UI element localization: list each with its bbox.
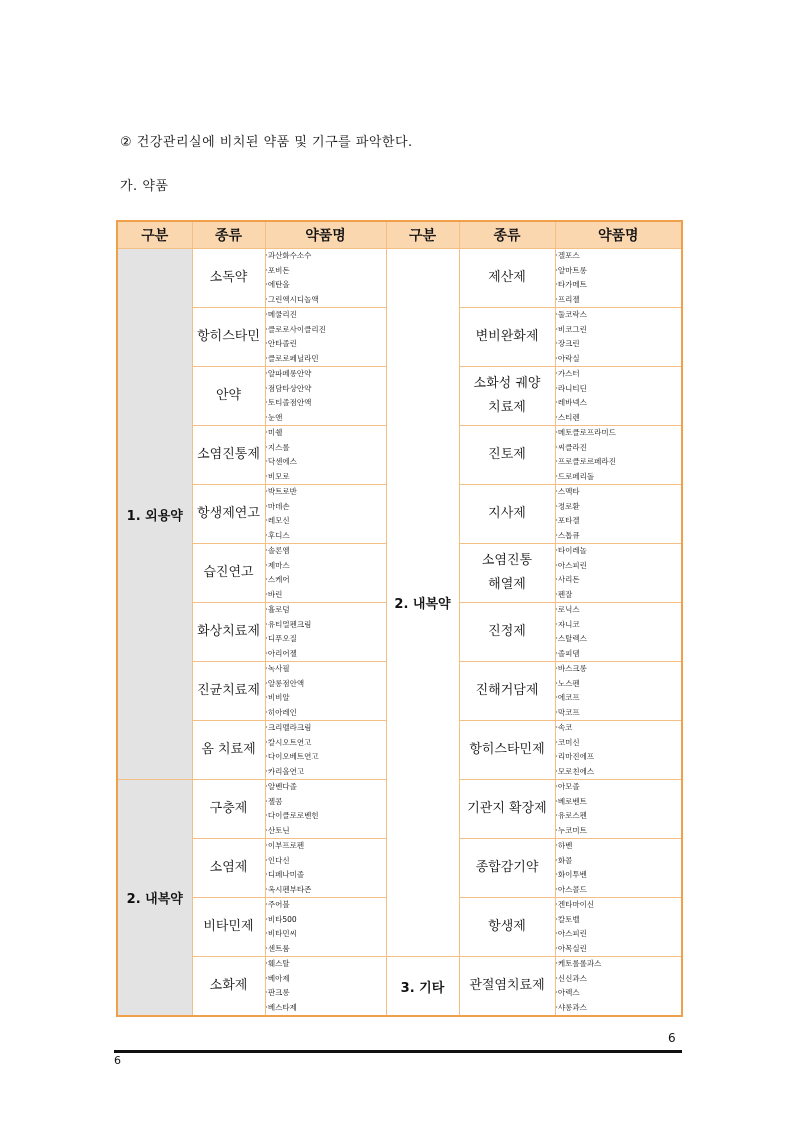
drug-name: ·베스타제 <box>265 1002 297 1012</box>
right-drug-type <box>459 426 555 485</box>
right-drug-type <box>459 308 555 367</box>
drug-name: ·코미신 <box>555 737 580 747</box>
right-drug-type <box>459 898 555 957</box>
drug-name: ·모로친에스 <box>555 766 595 776</box>
drug-name: ·카리올연고 <box>265 766 305 776</box>
drug-name: ·씨클라진 <box>555 442 587 452</box>
header-category: 구분 <box>117 221 192 249</box>
left-drug-names <box>265 367 386 426</box>
right-drug-type <box>459 603 555 662</box>
drug-type-label: 화상치료제 <box>197 624 260 639</box>
drug-name: ·마데손 <box>265 501 290 511</box>
drug-name: ·주어블 <box>265 900 290 909</box>
table-header-row <box>117 221 682 249</box>
drug-name: ·알벤다졸 <box>265 782 297 791</box>
drug-name: ·후디스 <box>265 530 290 540</box>
drug-name: ·스케어 <box>265 575 290 584</box>
left-drug-type <box>192 898 265 957</box>
sub-heading: 가. 약품 <box>120 179 169 194</box>
drug-name: ·샤롱과스 <box>555 1002 587 1012</box>
right-drug-type <box>459 721 555 780</box>
drug-name: ·아스피린 <box>555 560 587 570</box>
footer-divider <box>114 1050 682 1053</box>
drug-name: ·제마스 <box>265 560 290 570</box>
drug-name: ·산토닌 <box>265 825 290 835</box>
right-drug-type <box>459 839 555 898</box>
drug-type-label: 치료제 <box>488 400 526 415</box>
left-drug-names <box>265 721 386 780</box>
left-drug-names <box>265 662 386 721</box>
drug-name: ·바스크롱 <box>555 664 587 673</box>
drug-name: ·녹사필 <box>265 664 290 673</box>
drug-type-label: 제산제 <box>488 270 526 285</box>
drug-type-label: 소염진통제 <box>197 447 260 462</box>
drug-name: ·옥시펜부타존 <box>265 884 312 894</box>
drug-name: ·박트로반 <box>265 487 297 496</box>
drug-type-label: 진정제 <box>488 624 526 639</box>
right-drug-names <box>555 603 682 662</box>
drug-name: ·아리어젤 <box>265 648 297 658</box>
drug-name: ·노스펜 <box>555 678 580 688</box>
drug-name: ·스탈렉스 <box>555 634 587 643</box>
right-drug-names <box>555 957 682 1017</box>
drug-name: ·크리멜라크림 <box>265 723 312 732</box>
drug-name: ·점담타상안약 <box>265 383 312 393</box>
drug-name: ·과산화수소수 <box>265 251 312 260</box>
drug-name: ·디푸오질 <box>265 634 297 643</box>
left-drug-names <box>265 249 386 308</box>
left-drug-type <box>192 367 265 426</box>
header-category: 구분 <box>386 221 459 249</box>
drug-type-label: 기관지 확장제 <box>467 801 547 816</box>
drug-type-label: 항히스타민 <box>197 329 260 344</box>
drug-name: ·그린엑시디놀액 <box>265 294 319 304</box>
drug-name: ·토티졸점안액 <box>265 398 312 407</box>
drug-name: ·메토클로프라미드 <box>555 428 616 437</box>
left-drug-type <box>192 957 265 1017</box>
drug-type-label: 비타민제 <box>203 919 254 934</box>
drug-name: ·라니티딘 <box>555 383 587 393</box>
drug-name: ·에코프 <box>555 693 580 702</box>
drug-name: ·베아제 <box>265 973 290 983</box>
drug-name: ·화콜 <box>555 855 573 865</box>
drug-name: ·알마트롱 <box>555 265 587 275</box>
drug-name: ·이부프로펜 <box>265 841 305 850</box>
drug-name: ·지스롤 <box>265 442 290 452</box>
left-drug-type <box>192 308 265 367</box>
drug-type-label: 진토제 <box>488 447 526 462</box>
drug-name: ·비모로 <box>265 471 290 481</box>
left-drug-type <box>192 249 265 308</box>
drug-type-label: 항생제연고 <box>197 506 260 521</box>
category-cell: 1. 외용약 <box>117 249 192 780</box>
drug-name: ·정로환 <box>555 501 580 511</box>
right-drug-names <box>555 839 682 898</box>
drug-name: ·유로스펜 <box>555 811 587 820</box>
right-drug-names <box>555 485 682 544</box>
drug-name: ·하벤 <box>555 841 573 850</box>
drug-name: ·로닉스 <box>555 605 580 614</box>
drug-name: ·눈앤 <box>265 412 283 422</box>
left-drug-names <box>265 957 386 1017</box>
drug-name: ·스톱큐 <box>555 530 580 540</box>
drug-name: ·케토롤롤과스 <box>555 959 602 968</box>
drug-name: ·비비알 <box>265 693 290 702</box>
drug-name: ·메쿨리진 <box>265 310 297 319</box>
drug-type-label: 변비완화제 <box>475 329 539 344</box>
left-drug-names <box>265 839 386 898</box>
left-drug-names <box>265 485 386 544</box>
drug-name: ·칼시오트연고 <box>265 737 312 747</box>
left-drug-names <box>265 780 386 839</box>
drug-type-label: 소독약 <box>209 270 248 285</box>
drug-name: ·둘코락스 <box>555 310 587 319</box>
drug-name: ·다이오베트연고 <box>265 752 319 761</box>
right-drug-type <box>459 485 555 544</box>
drug-name: ·타이레놀 <box>555 546 587 555</box>
drug-type-label: 해열제 <box>488 577 526 592</box>
drug-name: ·누코미트 <box>555 825 587 835</box>
drug-type-label: 소화제 <box>209 978 248 993</box>
right-drug-names <box>555 780 682 839</box>
drug-name: ·닥센에스 <box>265 457 297 466</box>
left-drug-names <box>265 426 386 485</box>
right-drug-type <box>459 367 555 426</box>
left-drug-type <box>192 603 265 662</box>
left-drug-type <box>192 839 265 898</box>
drug-name: ·펜잘 <box>555 589 573 599</box>
left-drug-names <box>265 898 386 957</box>
drug-name: ·비타민씨 <box>265 929 297 938</box>
drug-name: ·겐타마이신 <box>555 900 595 909</box>
drug-name: ·타가메트 <box>555 280 587 289</box>
drug-name: ·비코그린 <box>555 324 587 334</box>
header-drug-name: 약품명 <box>555 221 682 249</box>
drug-name: ·클로로페닐라민 <box>265 353 319 363</box>
drug-type-label: 습진연고 <box>203 565 254 580</box>
drug-name: ·아모졸 <box>555 782 580 791</box>
drug-table <box>116 220 683 1017</box>
right-drug-names <box>555 308 682 367</box>
header-drug-name: 약품명 <box>265 221 386 249</box>
table-row <box>117 249 682 308</box>
drug-name: ·아목실린 <box>555 943 587 953</box>
drug-name: ·포비돈 <box>265 265 290 275</box>
drug-name: ·자니코 <box>555 619 580 629</box>
drug-name: ·알파페롱안약 <box>265 369 312 378</box>
drug-name: ·비타500 <box>265 914 297 924</box>
drug-name: ·레모신 <box>265 516 290 525</box>
right-drug-names <box>555 721 682 780</box>
drug-name: ·클로로사이클리진 <box>265 324 326 334</box>
drug-name: ·센트룸 <box>265 943 290 953</box>
right-drug-type <box>459 544 555 603</box>
right-drug-names <box>555 249 682 308</box>
right-drug-names <box>555 367 682 426</box>
drug-name: ·훼스탈 <box>265 959 290 968</box>
drug-name: ·아렉스 <box>555 988 580 997</box>
left-drug-type <box>192 544 265 603</box>
drug-name: ·스티렌 <box>555 412 580 422</box>
left-drug-type <box>192 426 265 485</box>
drug-name: ·디페나미졸 <box>265 870 305 879</box>
right-drug-names <box>555 662 682 721</box>
drug-name: ·리마진에프 <box>555 752 595 761</box>
drug-name: ·레바넥스 <box>555 398 587 407</box>
drug-type-label: 진해거담제 <box>475 683 539 698</box>
drug-name: ·프리젤 <box>555 294 580 304</box>
drug-type-label: 구충제 <box>209 801 248 816</box>
drug-name: ·드로페리돌 <box>555 471 595 481</box>
drug-name: ·유티멀펜크림 <box>265 619 312 629</box>
drug-type-label: 소염제 <box>209 860 248 875</box>
header-type: 종류 <box>459 221 555 249</box>
page-number-footer: 6 <box>114 1054 121 1067</box>
right-drug-type <box>459 957 555 1017</box>
page-number: 6 <box>668 1031 676 1045</box>
section-heading: ② 건강관리실에 비치된 약품 및 기구를 파악한다. <box>120 135 413 150</box>
drug-name: ·장크린 <box>555 339 580 348</box>
drug-name: ·미쉘 <box>265 428 283 437</box>
drug-name: ·아락실 <box>555 353 580 363</box>
drug-name: ·에탄올 <box>265 280 290 289</box>
drug-name: ·칼토벨 <box>555 914 580 924</box>
table-row <box>117 957 682 1017</box>
left-drug-type <box>192 662 265 721</box>
drug-name: ·젤콤 <box>265 796 283 806</box>
left-drug-names <box>265 603 386 662</box>
drug-name: ·사리돈 <box>555 575 580 584</box>
right-drug-type <box>459 249 555 308</box>
drug-name: ·화이투벤 <box>555 870 587 879</box>
drug-name: ·베로벤트 <box>555 796 587 806</box>
drug-type-label: 진균치료제 <box>197 683 260 698</box>
drug-type-label: 항생제 <box>488 919 526 934</box>
drug-name: ·아스콜드 <box>555 884 587 894</box>
left-drug-names <box>265 544 386 603</box>
drug-name: ·속코 <box>555 723 573 732</box>
category-cell: 3. 기타 <box>386 957 459 1017</box>
drug-name: ·막코프 <box>555 707 580 717</box>
drug-type-label: 지사제 <box>488 506 526 521</box>
category-cell: 2. 내복약 <box>386 249 459 957</box>
drug-name: ·아스피린 <box>555 929 587 938</box>
left-drug-type <box>192 721 265 780</box>
drug-name: ·알롱점안액 <box>265 678 305 688</box>
drug-name: ·스멕타 <box>555 487 580 496</box>
drug-name: ·바린 <box>265 589 283 599</box>
drug-name: ·졸피뎀 <box>555 648 580 658</box>
drug-name: ·히아레인 <box>265 707 297 717</box>
drug-name: ·가스터 <box>555 369 580 378</box>
drug-name: ·겔포스 <box>555 251 580 260</box>
right-drug-names <box>555 898 682 957</box>
right-drug-names <box>555 426 682 485</box>
drug-type-label: 항히스타민제 <box>469 742 545 757</box>
drug-name: ·신신과스 <box>555 973 587 983</box>
drug-type-label: 옴 치료제 <box>201 742 256 757</box>
header-type: 종류 <box>192 221 265 249</box>
drug-type-label: 소화성 궤양 <box>473 376 541 391</box>
drug-name: ·솔론엠 <box>265 546 290 555</box>
drug-type-label: 관절염치료제 <box>469 978 545 993</box>
right-drug-type <box>459 780 555 839</box>
drug-name: ·프로클로르페라진 <box>555 457 616 466</box>
drug-name: ·휼로덤 <box>265 605 290 614</box>
drug-name: ·포타겔 <box>555 516 580 525</box>
drug-name: ·인다신 <box>265 855 290 865</box>
drug-name: ·판크롱 <box>265 988 290 997</box>
drug-type-label: 안약 <box>215 388 242 403</box>
left-drug-names <box>265 308 386 367</box>
left-drug-type <box>192 485 265 544</box>
drug-name: ·안타졸린 <box>265 339 297 348</box>
drug-type-label: 종합감기약 <box>475 860 539 875</box>
left-drug-type <box>192 780 265 839</box>
drug-type-label: 소염진통 <box>481 553 533 568</box>
drug-name: ·다이클로로벤힌 <box>265 811 319 820</box>
right-drug-names <box>555 544 682 603</box>
right-drug-type <box>459 662 555 721</box>
category-cell: 2. 내복약 <box>117 780 192 1017</box>
